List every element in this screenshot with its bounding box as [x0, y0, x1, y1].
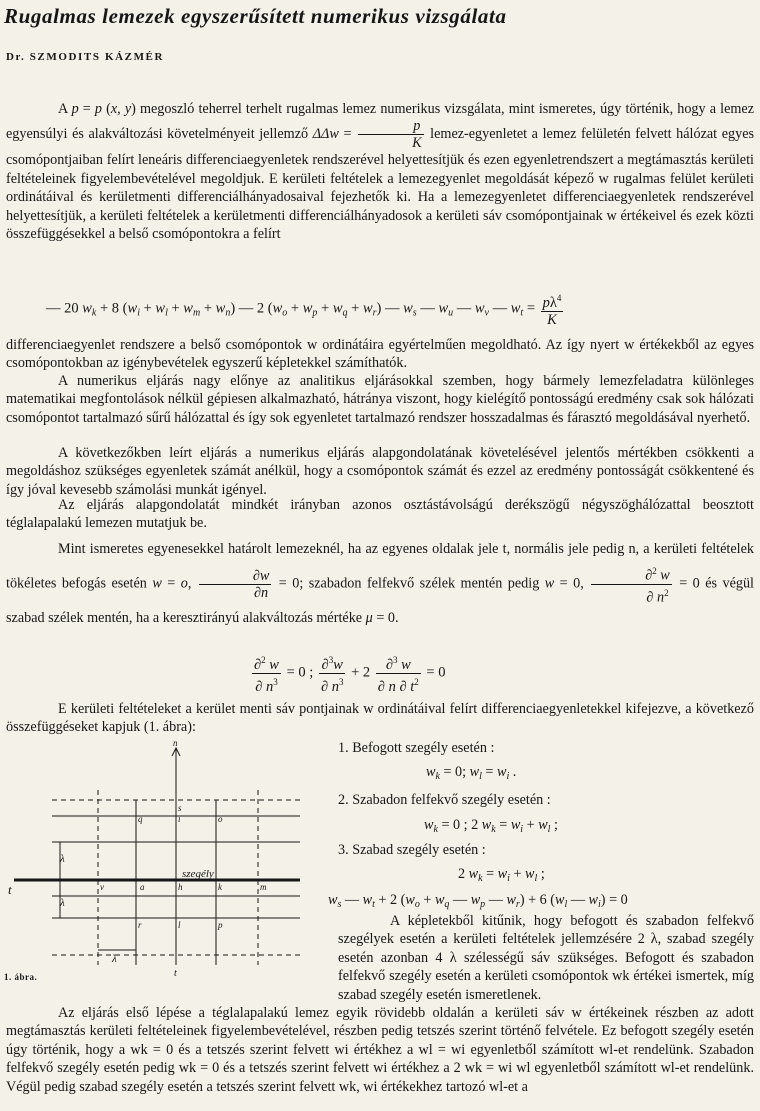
t-label-left: t: [8, 882, 12, 897]
p-over-k-fraction: $\frac{p}{K}$: [358, 118, 423, 151]
node-v: v: [100, 882, 104, 892]
paragraph-2: differenciaegyenlet rendszere a belső csomópontok w ordinátáira egyértelműen megoldható. Az így nyert w értékekből az egyes csomópontokban az igénybevételek egyszerű képletekkel számíthatók.: [6, 337, 754, 372]
figure-caption: 1. ábra.: [4, 972, 38, 982]
node-i: i: [178, 814, 181, 824]
para6-c: és végül szabad szélek mentén, ha a keresztirányú alakváltozás mértéke: [6, 575, 754, 627]
para6-a: Mint ismeretes egyenesekkel határolt lemezeknél, ha az egyenes oldalak jele t, normális jele pedig n, a kerületi feltételek tökéletes befogás esetén: [6, 541, 754, 592]
t-label-bottom: t: [174, 968, 177, 979]
node-a: a: [140, 882, 145, 892]
node-m: m: [260, 882, 267, 892]
node-k: k: [218, 882, 222, 892]
edge-label: szegély: [182, 868, 214, 880]
lambda-upper: λ: [60, 853, 65, 865]
node-h: h: [178, 882, 183, 892]
paragraph-5: Az eljárás alapgondolatát mindkét irányban azonos osztástávolságú derékszögű négyszöghálózattal beosztott téglalapalakú lemezen mutatjuk be.: [6, 497, 754, 532]
condition-1-formula: $w_k = 0$; $w_l = w_i$ .: [426, 764, 517, 782]
paragraph-6: Mint ismeretes egyenesekkel határolt lemezeknél, ha az egyenes oldalak jele t, normális jele pedig n, a kerületi feltételek tökéletes befogás esetén w = o, $\frac{\partial w}{\partial n}$ = 0; szabadon felfekvő szélek mentén pedig w = 0, $\frac{\partial^2 w}{\partial n^2}$ = 0 és végül szabad szélek mentén, ha a keresztirányú alakváltozás mértéke μ = 0.: [6, 541, 754, 627]
condition-2-heading: 2. Szabadon felfekvő szegély esetén :: [338, 792, 551, 808]
para1-lead: A: [58, 101, 68, 117]
condition-3-formula-a: 2 $w_k = w_i + w_l$ ;: [458, 866, 545, 884]
node-r: r: [138, 920, 142, 930]
para1-body-b: lemez-egyenletet a lemez felületén felvett hálózat egyes csomópontjaiban felírt leneáris differenciaegyenletek rendszerével helyettesítjük és ezen egyenletrendszert a megtámasztás kerületi feltételeinek figyelembevételével megoldjuk. E kerületi feltételek a lemezegyenlet megoldását képező w rugalmas felület kerületi ordinátáival és kerületmenti differenciálhányadosaival fejezhetők ki. Ha a lemezegyenletet differenciaegyenletek rendszerével helyettesítjük, a kerületi feltételek a kerületmenti differenciálhányadosok a kerületi sáv csomópontjainak w értékeivel és ezek közti összefüggésekkel a belső csomópontokra a felírt: [6, 126, 755, 243]
para1-body-a: megoszló teherrel terhelt rugalmas lemez numerikus vizsgálata, mint ismeretes, úgy történik, hogy a lemez egyensúlyi és alakváltozási követelményeit jellemző: [6, 101, 755, 143]
paragraph-7: E kerületi feltételeket a kerület menti sáv pontjainak w ordinátáival felírt differenciaegyenletekkel kifejezve, a következő összefüggéseket kapjuk (1. ábra):: [6, 701, 754, 736]
node-o: o: [218, 814, 223, 824]
node-s: s: [178, 803, 182, 813]
paragraph-4: A következőkben leírt eljárás a numerikus eljárás alapgondolatának követelésével jelentős mértékben csökkenti a megoldáshoz szükséges egyenletek számát anélkül, hogy a csomópontok számát és ezzel az eredmény pontosságát csökkentené és így jóval kevesebb számolási munkát igényel.: [6, 445, 754, 498]
free-edge-equations: $\frac{\partial^2 w}{\partial n^3}$ = 0 ; $\frac{\partial^3w}{\partial n^3}$ + 2 $\frac{\partial^3 w}{\partial n \partial t^2}$ = 0: [254, 655, 446, 695]
node-l: l: [178, 920, 181, 930]
paragraph-8: A képletekből kitűnik, hogy befogott és szabadon felfekvő szegélyek esetén a kerületi feltételek jellemzésére 2 λ, szabad szegély esetén azonban 4 λ szélességű sáv szükséges. Befogott és szabadon felfekvő szegély esetén a kerületi csomópontok wk értékei ismertek, míg szabad szegély esetén ismeretlenek.: [338, 913, 754, 1003]
lambda-lower: λ: [60, 897, 65, 909]
difference-equation: — 20 $w_k + 8$ $(w_i + w_l + w_m + w_n)$ — 2 $(w_o + w_p + w_q + w_r)$ — $w_s$ — $w_u$ — $w_v$ — $w_t$ = $\frac{p\lambda^4}{K}$: [46, 293, 562, 328]
article-title: Rugalmas lemezek egyszerűsített numerikus vizsgálata: [4, 4, 507, 28]
paragraph-3: A numerikus eljárás nagy előnye az analitikus eljárásokkal szemben, hogy bármely lemezfeladatra különleges matematikai megfontolások nélkül gépiesen alkalmazható, hátránya viszont, hogy kielégítő pontosságú eredmény csak sok hálózati csomópontot tartalmazó sűrű hálózattal és így sok egyenletet tartalmazó rendszer hosszadalmas és fárasztó megoldásával nyerhető.: [6, 373, 754, 426]
condition-2-formula: $w_k = 0$ ; 2 $w_k = w_i + w_l$ ;: [424, 817, 558, 835]
paragraph-9: Az eljárás első lépése a téglalapalakú lemez egyik rövidebb oldalán a kerületi sáv w értékeinek részben az adott megtámasztás kerületi feltételeinek figyelembevételével, részben pedig tetszés szerint történő felvétele. Ez befogott szegély esetén úgy történik, hogy a wk = 0 és a tetszés szerint felvett wi értékhez a wl = wi egyenletből számított wl-et rendelünk. Szabadon felfekvő szegély esetén pedig wk = 0 és a tetszés szerint felvett wi értékhez a 2 wk = wi wl egyenletből számított wl-et rendelünk. Végül pedig szabad szegély esetén a tetszés szerint felvett wk, wi értékekhez tartozó wl-et a: [6, 1005, 754, 1095]
n-label: n: [173, 738, 178, 748]
condition-3-heading: 3. Szabad szegély esetén :: [338, 842, 486, 858]
author-line: Dr. SZMODITS KÁZMÉR: [6, 51, 165, 63]
node-p: p: [218, 920, 223, 930]
node-q: q: [138, 814, 143, 824]
para6-b: ; szabadon felfekvő szélek mentén pedig: [299, 575, 540, 592]
lambda-bottom: λ: [112, 953, 117, 965]
condition-3-formula-b: $w_s$ — $w_t + 2$ ($w_o + w_q$ — $w_p$ — $w_r) + 6$ ($w_l$ — $w_i) = 0$: [328, 892, 628, 910]
paragraph-intro: A p = p (x, y) megoszló teherrel terhelt rugalmas lemez numerikus vizsgálata, mint ismeretes, úgy történik, hogy a lemez egyensúlyi és alakváltozási követelményeit jellemző ΔΔw = $\frac{p}{K}$ lemez-egyenletet a lemez felületén felvett hálózat egyes csomópontjaiban felírt leneáris differenciaegyenletek rendszerével helyettesítjük és ezen egyenletrendszert a megtámasztás kerületi feltételeinek figyelembevételével megoldjuk. E kerületi feltételek a lemezegyenlet megoldását képező w rugalmas felület kerületi ordinátáival és kerületmenti differenciálhányadosaival fejezhetők ki. Ha a lemezegyenletet differenciaegyenletek rendszerével helyettesítjük, a kerületi feltételek a kerületmenti differenciálhányadosok a kerületi sáv csomópontjainak w értékeivel és ezek közti összefüggésekkel a belső csomópontokra a felírt: [6, 101, 755, 243]
condition-1-heading: 1. Befogott szegély esetén :: [338, 740, 495, 756]
